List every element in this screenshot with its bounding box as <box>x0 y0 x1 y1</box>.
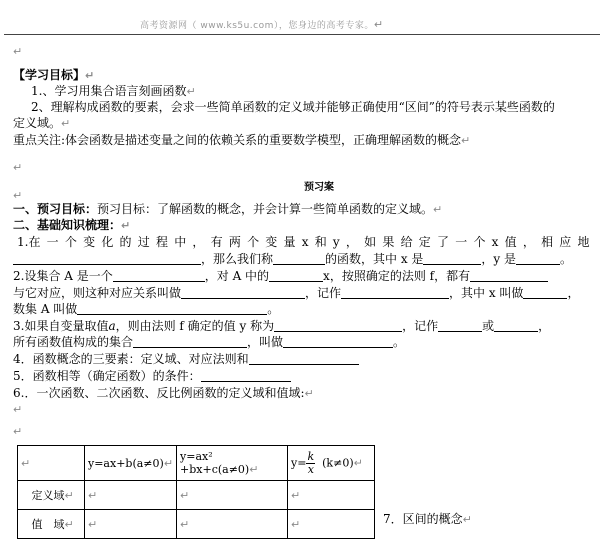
table-cell[interactable] <box>177 510 288 539</box>
empty-line <box>13 402 598 417</box>
function-table <box>17 445 375 539</box>
table-cell[interactable] <box>288 481 375 510</box>
blank[interactable] <box>113 269 205 282</box>
paragraph-mark-icon: ↵ <box>373 18 384 31</box>
empty-line <box>13 44 598 59</box>
blank[interactable] <box>523 286 567 299</box>
paragraph-mark-icon: ↵ <box>249 463 259 476</box>
header-text: 高考资源网（ www.ks5u.com），您身边的高考专家。 <box>140 21 374 31</box>
table-cell[interactable] <box>288 510 375 539</box>
paragraph-mark-icon: ↵ <box>61 117 71 130</box>
paragraph-mark-icon: ↵ <box>121 219 131 232</box>
empty-line <box>13 424 598 439</box>
paragraph-mark-icon: ↵ <box>13 161 23 174</box>
paragraph-mark-icon: ↵ <box>13 425 23 438</box>
paragraph-mark-icon: ↵ <box>291 517 301 531</box>
header-rule <box>4 34 600 35</box>
q4-line: 4．函数概念的三要素：定义域、对应法则和 <box>13 352 598 367</box>
paragraph-mark-icon: ↵ <box>64 518 74 531</box>
paragraph-mark-icon: ↵ <box>13 45 23 58</box>
table-row <box>18 481 375 510</box>
q6-line: 6.．一次函数、二次函数、反比例函数的定义域和值域:↵ <box>13 386 314 400</box>
row-label: 定义域↵ <box>18 481 85 510</box>
blank[interactable] <box>273 252 325 265</box>
table-cell[interactable] <box>85 510 177 539</box>
row-label: 值 域↵ <box>18 510 85 539</box>
blank[interactable] <box>494 319 538 332</box>
paragraph-mark-icon: ↵ <box>85 69 95 82</box>
q1-line-1: 1.在 一 个 变 化 的 过 程 中 ， 有 两 个 变 量 x 和 y ， 如 果 给 定 了 一 个 x 值 ， 相 应 地 <box>17 235 590 249</box>
goals-title: 【学习目标】↵ <box>13 68 95 82</box>
paragraph-mark-icon: ↵ <box>13 403 23 416</box>
table-row <box>18 510 375 539</box>
blank[interactable] <box>181 286 305 299</box>
blank[interactable] <box>470 269 548 282</box>
preview-title: 预习案 <box>304 182 334 193</box>
page-header <box>140 18 540 31</box>
table-header: y= $\frac{k}{x}$ (k≠0)↵ <box>288 446 375 481</box>
table-header: y=ax² +bx+c(a≠0)↵ <box>177 446 288 481</box>
q2-line-2: 与它对应，则这种对应关系叫做 ，记作 ，其中 x 叫做 ， <box>13 286 580 300</box>
paragraph-mark-icon: ↵ <box>88 517 98 531</box>
table-header: y=ax+b(a≠0)↵ <box>85 446 177 481</box>
blank[interactable] <box>249 352 359 365</box>
q5-line: 5．函数相等（确定函数）的条件： <box>13 369 598 384</box>
blank[interactable] <box>438 319 482 332</box>
q1-line-2: ，那么我们称 的函数，其中 x 是 ，y 是 。 <box>13 252 598 267</box>
blank[interactable] <box>77 302 267 315</box>
goal-item-2-cont: 定义域。↵ <box>13 116 71 130</box>
q2-line-1: 2.设集合 A 是一个 ，对 A 中的 x，按照确定的法则 f，都有 <box>13 269 598 284</box>
q7-line: 7．区间的概念↵ <box>383 512 472 526</box>
blank[interactable] <box>341 286 449 299</box>
table-cell[interactable] <box>177 481 288 510</box>
q2-line-3: 数集 A 叫做 。 <box>13 302 280 316</box>
paragraph-mark-icon: ↵ <box>353 456 363 469</box>
q3-line-1: 3.如果自变量取值a，则由法则 f 确定的值 y 称为 ，记作 或 ， <box>13 319 551 333</box>
paragraph-mark-icon: ↵ <box>64 489 74 502</box>
blank[interactable] <box>283 335 393 348</box>
q3-line-2: 所有函数值构成的集合 ，叫做 。 <box>13 335 406 349</box>
paragraph-mark-icon: ↵ <box>433 203 443 216</box>
goal-item-1: 1.、学习用集合语言刻画函数↵ <box>31 84 196 98</box>
blank[interactable] <box>516 252 560 265</box>
paragraph-mark-icon: ↵ <box>462 513 472 526</box>
paragraph-mark-icon: ↵ <box>88 488 98 502</box>
table-cell[interactable] <box>85 481 177 510</box>
focus-line: 重点关注:体会函数是描述变量之间的依赖关系的重要数学模型，正确理解函数的概念↵ <box>13 133 471 147</box>
empty-line <box>13 188 598 203</box>
blank[interactable] <box>201 369 291 382</box>
blank[interactable] <box>269 269 323 282</box>
paragraph-mark-icon: ↵ <box>304 387 314 400</box>
blank[interactable] <box>423 252 481 265</box>
paragraph-mark-icon: ↵ <box>13 189 23 202</box>
table-row <box>18 446 375 481</box>
paragraph-mark-icon: ↵ <box>180 488 190 502</box>
blank[interactable] <box>13 252 201 265</box>
blank[interactable] <box>274 319 402 332</box>
paragraph-mark-icon: ↵ <box>163 456 174 470</box>
section-2: 二、基础知识梳理：↵ <box>13 218 131 232</box>
fraction: $\frac{k}{x}$ <box>307 449 315 476</box>
empty-line <box>13 160 598 175</box>
blank[interactable] <box>133 335 247 348</box>
section-1: 一、预习目标：预习目标：了解函数的概念，并会计算一些简单函数的定义域。↵ <box>13 202 443 216</box>
paragraph-mark-icon: ↵ <box>461 134 471 147</box>
paragraph-mark-icon: ↵ <box>21 456 31 470</box>
paragraph-mark-icon: ↵ <box>291 488 301 502</box>
paragraph-mark-icon: ↵ <box>186 85 196 98</box>
goal-item-2: 2、理解构成函数的要素，会求一些简单函数的定义域并能够正确使用“区间”的符号表示某些函数的 <box>31 100 555 114</box>
table-cell <box>18 446 85 481</box>
paragraph-mark-icon: ↵ <box>180 517 190 531</box>
